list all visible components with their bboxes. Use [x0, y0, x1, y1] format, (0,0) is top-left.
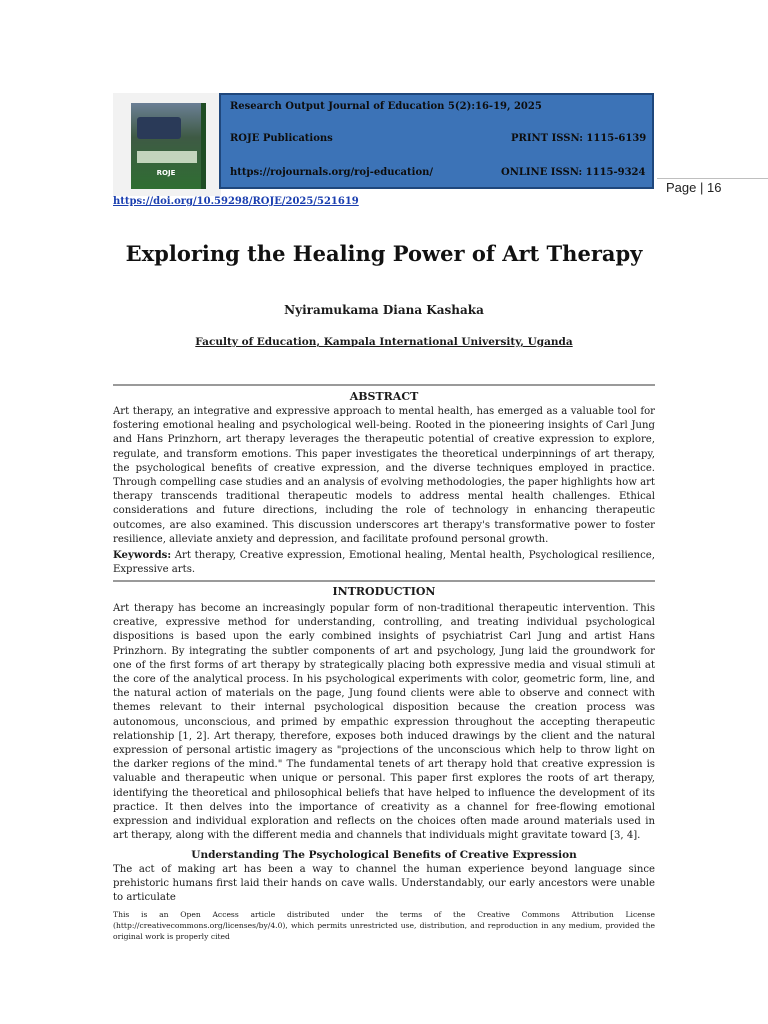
journal-url[interactable]: https://rojournals.org/roj-education/: [230, 167, 434, 178]
journal-info-box: [219, 93, 654, 189]
cover-logo-text: ROJE: [156, 169, 176, 177]
publisher-name: ROJE Publications: [230, 133, 333, 144]
introduction-top-rule: [113, 580, 655, 582]
author-name: Nyiramukama Diana Kashaka: [284, 303, 484, 317]
journal-cover-image: [113, 93, 221, 196]
cover-illustration: [137, 117, 181, 139]
subsection-text: The act of making art has been a way to channel the human experience beyond language since prehistoric humans first laid their hands on cave walls. Understandably, our early ancestors were unable to articulate: [113, 864, 655, 904]
abstract-top-rule: [113, 384, 655, 386]
page-number-rule: [657, 178, 768, 179]
abstract-heading: ABSTRACT: [349, 390, 419, 403]
cover-title-band: [137, 151, 197, 163]
introduction-text: Art therapy has become an increasingly popular form of non-traditional therapeutic intervention. This creative, expressive method for understanding, controlling, and treating individual psychological dispositions is based upon the early combined insights of psychiatrist Carl Jung and artist Hans Prinzhorn. By integrating the subtler components of art and psychology, Jung laid the groundwork for one of the first forms of art therapy by strategically placing both expressive media and visual stimuli at the core of the analytical process. In his psychological experiments with color, geometric form, line, and the natural action of materials on the page, Jung found clients were able to observe and connect with themes relevant to their internal psychological disposition because the creation process was autonomous, unconscious, and primed by empathic expression throughout the accepting therapeutic relationship [1, 2]. Art therapy, therefore, exposes both induced drawings by the client and the natural expression of personal artistic imagery as "projections of the unconscious which help to throw light on the darker regions of the mind." The fundamental tenets of art therapy hold that creative expression is valuable and therapeutic when unique or personal. This paper first explores the roots of art therapy, identifying the theoretical and philosophical beliefs that have helped to influence the development of its practice. It then delves into the importance of creativity as a channel for free-flowing emotional expression and individual exploration and reflects on the choices often made around materials used in art therapy, along with the different media and channels that individuals might gravitate toward [3, 4].: [113, 603, 655, 842]
article-title: Exploring the Healing Power of Art Therapy: [125, 241, 643, 266]
print-issn: PRINT ISSN: 1115-6139: [511, 133, 647, 144]
keywords-list: Art therapy, Creative expression, Emotional healing, Mental health, Psychological resilience, Expressive arts.: [113, 550, 655, 576]
introduction-heading: INTRODUCTION: [332, 585, 436, 598]
journal-citation: Research Output Journal of Education 5(2):16-19, 2025: [230, 101, 542, 112]
doi-link[interactable]: https://doi.org/10.59298/ROJE/2025/521619: [113, 196, 359, 207]
keywords-label: Keywords:: [113, 550, 172, 561]
license-footer: This is an Open Access article distributed under the terms of the Creative Commons Attribution License (http://creativecommons.org/licenses/by/4.0), which permits unrestricted use, distribution, and reproduction in any medium, provided the original work is properly cited: [113, 910, 655, 942]
author-affiliation: Faculty of Education, Kampala International University, Uganda: [195, 336, 573, 348]
page-number: Page | 16: [666, 180, 722, 195]
subsection-heading: Understanding The Psychological Benefits of Creative Expression: [191, 849, 577, 861]
keywords: [113, 549, 655, 577]
cover-book-graphic: [131, 103, 206, 189]
abstract-text: Art therapy, an integrative and expressive approach to mental health, has emerged as a valuable tool for fostering emotional healing and psychological well-being. Rooted in the pioneering insights of Carl Jung and Hans Prinzhorn, art therapy leverages the therapeutic potential of creative expression to explore, regulate, and transform emotions. This paper investigates the theoretical underpinnings of art therapy, the psychological benefits of creative expression, and the diverse techniques employed in practice. Through compelling case studies and an analysis of evolving methodologies, the paper highlights how art therapy transcends traditional therapeutic models to address mental health challenges. Ethical considerations and future directions, including the role of technology in enhancing therapeutic outcomes, are also examined. This discussion underscores art therapy's transformative power to foster resilience, alleviate anxiety and depression, and facilitate profound personal growth.: [113, 406, 655, 545]
online-issn: ONLINE ISSN: 1115-9324: [501, 167, 646, 178]
